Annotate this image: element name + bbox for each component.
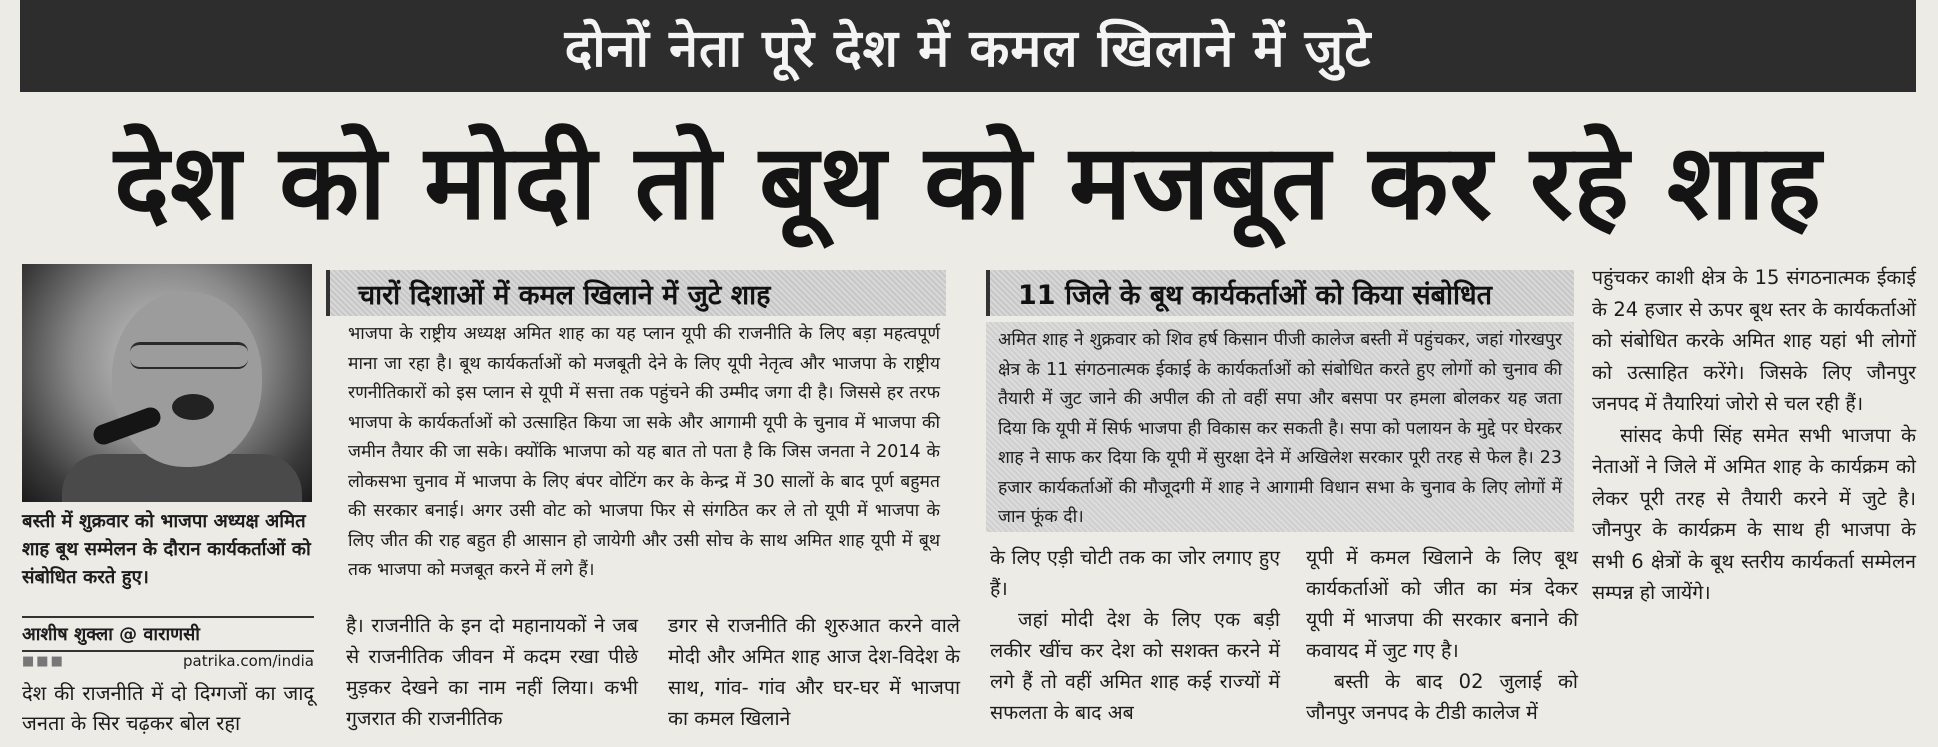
site-line — [22, 652, 314, 670]
article-col3: डगर से राजनीति की शुरुआत करने वाले मोदी और अमित शाह आज देश-विदेश के साथ, गांव- गांव और घर-घर में भाजपा का कमल खिलाने — [668, 614, 960, 730]
site-link[interactable]: patrika.com/india — [183, 652, 314, 670]
main-headline: देश को मोदी तो बूथ को मजबूत कर रहे शाह — [114, 120, 1822, 243]
byline-text: आशीष शुक्ला @ वाराणसी — [22, 624, 200, 645]
col4-para-2: जहां मोदी देश के लिए एक बड़ी लकीर खींच कर देश को सशक्त करने में लगे हैं तो वहीं अमित शाह कई राज्यों में सफलता के बाद अब — [990, 608, 1280, 724]
box2-text: अमित शाह ने शुक्रवार को शिव हर्ष किसान पीजी कालेज बस्ती में पहुंचकर, जहां गोरखपुर क्षेत्र के 11 संगठनात्मक ईकाई के कार्यकर्ताओं को संबोधित करते हुए लोगों को चुनाव की तैयारी में जुट जाने की अपील की तो वहीं सपा और बसपा पर हमला बोलकर यह जता दिया कि यूपी में सिर्फ भाजपा ही विकास कर सकती है। सपा को पलायन के मुद्दे पर घेरकर शाह ने साफ कर दिया कि यूपी में सुरक्षा देने में अखिलेश सरकार पूरी तरह से फेल है। 23 हजार कार्यकर्ताओं की मौजूदगी में शाह ने आगामी विधान सभा के चुनाव के लिए लोगों में जान फूंक दी। — [986, 322, 1574, 532]
photo-caption: बस्ती में शुक्रवार को भाजपा अध्यक्ष अमित शाह बूथ सम्मेलन के दौरान कार्यकर्ताओं को संबोधित करते हुए। — [22, 511, 311, 588]
right-para-1: पहुंचकर काशी क्षेत्र के 15 संगठनात्मक ईकाई के 24 हजार से ऊपर बूथ स्तर के कार्यकर्ताओं को संबोधित करके अमित शाह यहां भी लोगों को उत्साहित करेंगे। जिसके लिए जौनपुर जनपद में तैयारियां जोरो से चल रही हैं। — [1592, 266, 1916, 415]
kicker-banner: दोनों नेता पूरे देश में कमल खिलाने में जुटे — [20, 0, 1916, 92]
article-intro: देश की राजनीति में दो दिग्गजों का जादू जनता के सिर चढ़कर बोल रहा — [22, 681, 314, 735]
article-col5 — [1306, 542, 1578, 728]
box1-text: भाजपा के राष्ट्रीय अध्यक्ष अमित शाह का यह प्लान यूपी की राजनीति के लिए बड़ा महत्वपूर्ण माना जा रहा है। बूथ कार्यकर्ताओं को मजबूती देने के लिए यूपी नेतृत्व और भाजपा के राष्ट्रीय रणनीतिकारों को इस प्लान से यूपी में सत्ता तक पहुंचने की उम्मीद जगा दी है। जिससे हर तरफ भाजपा के कार्यकर्ताओं को उत्साहित किया जा सके और आगामी यूपी के चुनाव में भाजपा की जमीन तैयार की जा सके। क्योंकि भाजपा को यह बात तो पता है कि जिस जनता ने 2014 के लोकसभा चुनाव में भाजपा के लिए बंपर वोटिंग कर के केन्द्र में 30 सालों के बाद पूर्ण बहुमत की सरकार बनाई। अगर उसी वोट को भाजपा फिर से संगठित कर ले तो यूपी में भाजपा के लिए जीत की राह बहुत ही आसान हो जायेगी और उसी सोच के साथ अमित शाह यूपी में बूथ तक भाजपा को मजबूत करने में लगे हैं। — [348, 324, 940, 580]
box2-heading: 11 जिले के बूथ कार्यकर्ताओं को किया संबोधित — [986, 270, 1574, 316]
article-right-column — [1592, 262, 1916, 609]
col5-para-2: बस्ती के बाद 02 जुलाई को जौनपुर जनपद के टीडी कालेज में — [1306, 670, 1578, 724]
dots-icon: ■■■ — [22, 653, 65, 669]
box1-heading: चारों दिशाओं में कमल खिलाने में जुटे शाह — [326, 270, 946, 316]
byline — [22, 616, 314, 652]
col5-para-1: यूपी में कमल खिलाने के लिए बूथ कार्यकर्ताओं को जीत का मंत्र देकर यूपी में भाजपा की सरकार बनाने की कवायद में जुट गए है। — [1306, 546, 1578, 662]
right-para-2: सांसद केपी सिंह समेत सभी भाजपा के नेताओं ने जिले में अमित शाह के कार्यक्रम को लेकर पूरी तरह से तैयारी करने में जुटे है। जौनपुर के कार्यक्रम के साथ ही भाजपा के सभी 6 क्षेत्रों के बूथ स्तरीय कार्यकर्ता सम्मेलन सम्पन्न हो जायेंगे। — [1592, 423, 1916, 604]
article-col4 — [990, 542, 1280, 728]
col4-para-1: के लिए एड़ी चोटी तक का जोर लगाए हुए हैं। — [990, 546, 1280, 600]
news-photo — [22, 264, 312, 502]
article-col2: है। राजनीति के इन दो महानायकों ने जब से राजनीतिक जीवन में कदम रखा पीछे मुड़कर देखने का नाम नहीं लिया। कभी गुजरात की राजनीतिक — [346, 614, 638, 730]
